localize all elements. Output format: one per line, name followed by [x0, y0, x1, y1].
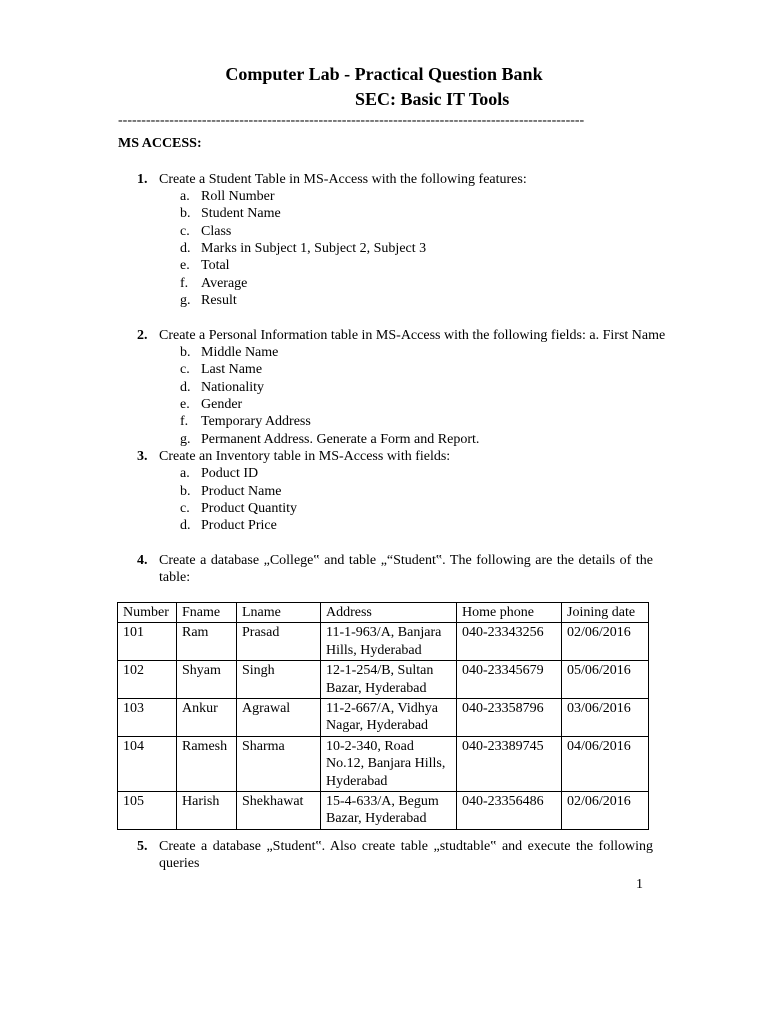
question-text: Create a Personal Information table in MS-Access with the following fields: a. First Name — [159, 328, 666, 343]
table-row — [118, 699, 649, 737]
separator-rule: ---------------------------------------------------------------------------------------------------- — [118, 113, 585, 128]
list-item: c. Class — [180, 224, 232, 239]
table-cell: Ram — [177, 623, 237, 661]
table-cell: 040-23345679 — [457, 661, 562, 699]
question-text: Create an Inventory table in MS-Access with fields: — [159, 449, 451, 464]
table-cell: Prasad — [237, 623, 321, 661]
table-cell: 05/06/2016 — [562, 661, 649, 699]
list-item: e. Gender — [180, 397, 243, 412]
list-item: b. Student Name — [180, 206, 281, 221]
list-item: e. Total — [180, 258, 230, 273]
table-cell: 12-1-254/B, Sultan Bazar, Hyderabad — [321, 661, 457, 699]
question-number: 4. — [137, 553, 148, 568]
list-item: g. Permanent Address. Generate a Form and Report. — [180, 432, 480, 447]
table-cell: 11-1-963/A, Banjara Hills, Hyderabad — [321, 623, 457, 661]
list-item: g. Result — [180, 293, 237, 308]
table-cell: Ramesh — [177, 736, 237, 791]
student-details-table — [117, 602, 649, 830]
column-header: Fname — [177, 603, 237, 623]
question-4 — [137, 552, 653, 587]
table-cell: 10-2-340, Road No.12, Banjara Hills, Hyderabad — [321, 736, 457, 791]
document-title: Computer Lab - Practical Question Bank — [225, 64, 543, 84]
list-item: c. Product Quantity — [180, 501, 298, 516]
list-item: c. Last Name — [180, 362, 263, 377]
list-item: d. Marks in Subject 1, Subject 2, Subject 3 — [180, 241, 427, 256]
list-item: b. Middle Name — [180, 345, 279, 360]
list-item: f. Average — [180, 276, 248, 291]
table-cell: 11-2-667/A, Vidhya Nagar, Hyderabad — [321, 699, 457, 737]
list-item: d. Product Price — [180, 518, 277, 533]
column-header: Lname — [237, 603, 321, 623]
column-header: Address — [321, 603, 457, 623]
table-cell: 101 — [118, 623, 177, 661]
table-cell: Sharma — [237, 736, 321, 791]
question-number: 3. — [137, 449, 148, 464]
table-cell: Singh — [237, 661, 321, 699]
table-cell: 102 — [118, 661, 177, 699]
list-item: d. Nationality — [180, 380, 264, 395]
table-cell: Shekhawat — [237, 792, 321, 830]
table-cell: 040-23343256 — [457, 623, 562, 661]
table-row — [118, 661, 649, 699]
table-header-row — [118, 603, 649, 623]
table-cell: 15-4-633/A, Begum Bazar, Hyderabad — [321, 792, 457, 830]
table-cell: 105 — [118, 792, 177, 830]
table-cell: 03/06/2016 — [562, 699, 649, 737]
table-cell: 040-23389745 — [457, 736, 562, 791]
table-cell: 040-23358796 — [457, 699, 562, 737]
list-item: b. Product Name — [180, 484, 282, 499]
table-row — [118, 792, 649, 830]
table-cell: 104 — [118, 736, 177, 791]
question-number: 2. — [137, 328, 148, 343]
table-cell: Ankur — [177, 699, 237, 737]
table-cell: 02/06/2016 — [562, 623, 649, 661]
table-cell: Harish — [177, 792, 237, 830]
list-item: f. Temporary Address — [180, 414, 311, 429]
table-cell: 02/06/2016 — [562, 792, 649, 830]
table-row — [118, 736, 649, 791]
question-text: Create a database „College‟ and table „“Student‟. The following are the details of the table: — [159, 553, 653, 586]
table-row — [118, 623, 649, 661]
question-3 — [137, 448, 653, 465]
question-1 — [137, 171, 653, 188]
question-number: 5. — [137, 839, 148, 854]
list-item: a. Poduct ID — [180, 466, 259, 481]
question-number: 1. — [137, 172, 148, 187]
column-header: Home phone — [457, 603, 562, 623]
column-header: Joining date — [562, 603, 649, 623]
document-subtitle: SEC: Basic IT Tools — [355, 89, 510, 109]
question-text: Create a database „Student‟. Also create table „studtable‟ and execute the following queries — [159, 839, 653, 872]
section-heading: MS ACCESS: — [118, 136, 202, 151]
table-cell: 04/06/2016 — [562, 736, 649, 791]
table-cell: 040-23356486 — [457, 792, 562, 830]
page-number: 1 — [636, 877, 643, 892]
question-2 — [137, 327, 666, 344]
question-text: Create a Student Table in MS-Access with the following features: — [159, 172, 527, 187]
question-5 — [137, 838, 653, 873]
list-item: a. Roll Number — [180, 189, 275, 204]
table-cell: 103 — [118, 699, 177, 737]
table-cell: Agrawal — [237, 699, 321, 737]
column-header: Number — [118, 603, 177, 623]
table-cell: Shyam — [177, 661, 237, 699]
